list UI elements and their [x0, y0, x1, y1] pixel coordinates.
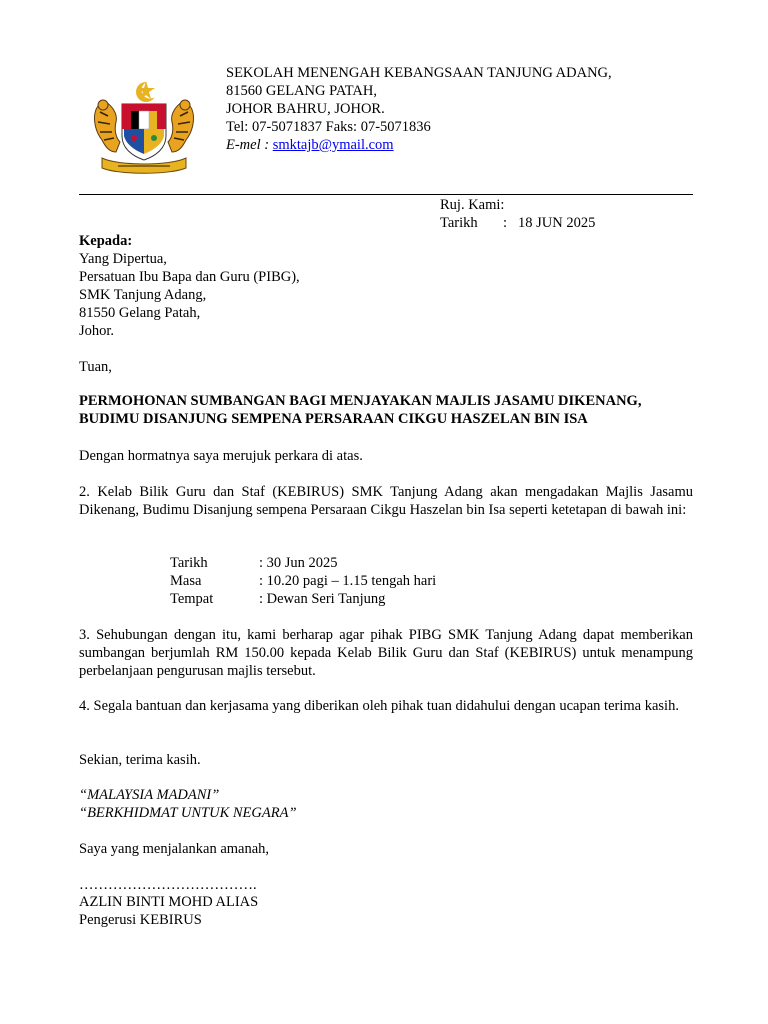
email-link[interactable]: smktajb@ymail.com — [272, 137, 394, 153]
school-phone-fax: Tel: 07-5071837 Faks: 07-5071836 — [226, 119, 431, 135]
paragraph-3-text: 3. Sehubungan dengan itu, kami berharap agar pihak PIBG SMK Tanjung Adang dapat memberikan sumbangan berjumlah RM 150.00 kepada Kelab Bilik Guru dan Staf (KEBIRUS) untuk menampung perbelanjaan pengurusan majlis tersebut. — [79, 627, 693, 679]
motto-2: “BERKHIDMAT UNTUK NEGARA” — [79, 805, 297, 821]
recipient-line: 81550 Gelang Patah, — [79, 305, 201, 321]
signatory-name: AZLIN BINTI MOHD ALIAS — [79, 894, 259, 910]
paragraph-4-text: 4. Segala bantuan dan kerjasama yang diberikan oleh pihak tuan didahului dengan ucapan terima kasih. — [79, 698, 679, 714]
closing-line: Sekian, terima kasih. — [79, 752, 201, 768]
event-time-value: : 10.20 pagi – 1.15 tengah hari — [259, 573, 437, 589]
event-date-label: Tarikh — [170, 555, 208, 571]
motto-1: “MALAYSIA MADANI” — [79, 787, 220, 803]
email-label: E-mel : — [226, 137, 273, 153]
paragraph-4 — [79, 697, 693, 715]
event-date-value: : 30 Jun 2025 — [259, 555, 338, 571]
header-divider — [79, 194, 693, 195]
salutation: Tuan, — [79, 359, 112, 375]
recipient-line: Persatuan Ibu Bapa dan Guru (PIBG), — [79, 269, 300, 285]
reference-label: Ruj. Kami: — [440, 197, 505, 213]
letter-date-separator: : — [503, 215, 508, 231]
signoff-line: Saya yang menjalankan amanah, — [79, 841, 270, 857]
signature-dots: ………………………………. — [79, 877, 257, 893]
letter-date-label: Tarikh — [440, 215, 478, 231]
school-name: SEKOLAH MENENGAH KEBANGSAAN TANJUNG ADANG, — [226, 65, 612, 81]
recipient-heading: Kepada: — [79, 233, 133, 249]
letter-date-value: 18 JUN 2025 — [518, 215, 596, 231]
recipient-line: Johor. — [79, 323, 115, 339]
coat-of-arms-logo — [88, 78, 200, 176]
event-venue-value: : Dewan Seri Tanjung — [259, 591, 386, 607]
paragraph-3 — [79, 626, 693, 680]
paragraph-2-text: 2. Kelab Bilik Guru dan Staf (KEBIRUS) SMK Tanjung Adang akan mengadakan Majlis Jasamu Dikenang, Budimu Disanjung sempena Persaraan Cikgu Haszelan bin Isa seperti ketetapan di bawah ini: — [79, 484, 693, 518]
school-address-line-1: 81560 GELANG PATAH, — [226, 83, 377, 99]
signatory-title: Pengerusi KEBIRUS — [79, 912, 202, 928]
opening-paragraph: Dengan hormatnya saya merujuk perkara di atas. — [79, 448, 363, 464]
subject-line-1: PERMOHONAN SUMBANGAN BAGI MENJAYAKAN MAJLIS JASAMU DIKENANG, — [79, 393, 642, 409]
event-venue-label: Tempat — [170, 591, 214, 607]
subject-line-2: BUDIMU DISANJUNG SEMPENA PERSARAAN CIKGU HASZELAN BIN ISA — [79, 411, 588, 427]
school-address-line-2: JOHOR BAHRU, JOHOR. — [226, 101, 385, 117]
school-email-row — [226, 136, 394, 154]
recipient-line: SMK Tanjung Adang, — [79, 287, 207, 303]
recipient-line: Yang Dipertua, — [79, 251, 167, 267]
paragraph-2 — [79, 483, 693, 519]
event-time-label: Masa — [170, 573, 202, 589]
